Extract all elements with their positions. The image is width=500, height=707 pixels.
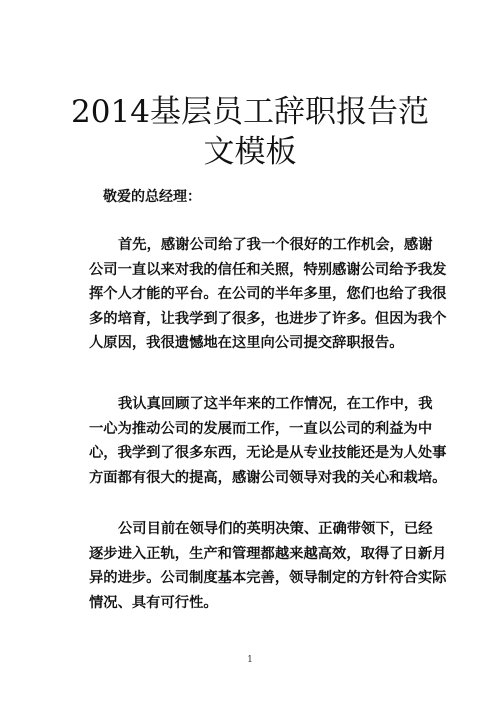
paragraph-line: 公司一直以来对我的信任和关照，特别感谢公司给予我发: [89, 261, 447, 278]
paragraph-line: 方面都有很大的提高，感谢公司领导对我的关心和栽培。: [89, 469, 447, 486]
paragraph-line: 挥个人才能的平台。在公司的半年多里，您们也给了我很: [89, 286, 447, 302]
greeting: 敬爱的总经理：: [103, 189, 201, 205]
paragraph-line: 公司目前在领导们的英明决策、正确带领下，已经: [118, 521, 433, 537]
paragraph-line: 我认真回顾了这半年来的工作情况，在工作中，我: [118, 396, 433, 412]
paragraph-line: 逐步进入正轨，生产和管理都越来越高效，取得了日新月: [89, 545, 447, 562]
document-title-line-1: 2014基层员工辞职报告范: [71, 94, 429, 130]
paragraph-line: 情况、具有可行性。: [89, 594, 218, 611]
paragraph-line: 首先，感谢公司给了我一个很好的工作机会，感谢: [118, 237, 433, 253]
paragraph-2: [89, 392, 447, 490]
paragraph-line: 一心为推动公司的发展而工作，一直以公司的利益为中: [89, 420, 433, 437]
paragraph-line: 异的进步。公司制度基本完善，领导制定的方针符合实际: [89, 570, 447, 586]
document-title-line-2: 文模板: [203, 134, 297, 170]
paragraph-line: 人原因，我很遗憾地在这里向公司提交辞职报告。: [89, 335, 404, 351]
paragraph-3: [89, 517, 447, 615]
paragraph-line: 心，我学到了很多东西，无论是从专业技能还是为人处事: [89, 445, 447, 461]
page-number: 1: [247, 655, 253, 665]
paragraph-line: 多的培育，让我学到了很多，也进步了许多。但因为我个: [89, 310, 447, 327]
paragraph-1: [89, 233, 447, 356]
